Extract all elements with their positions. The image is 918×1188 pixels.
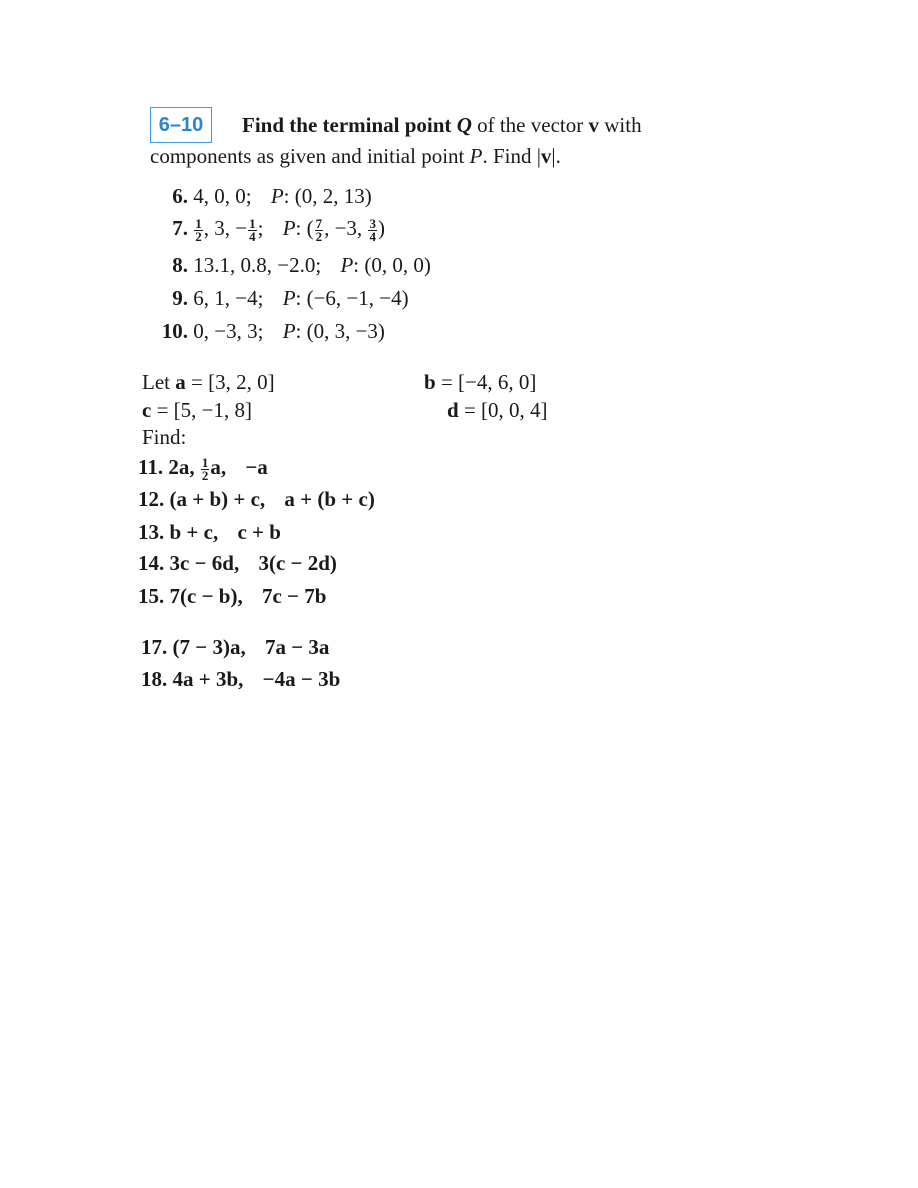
components: 6, 1, −4; xyxy=(193,286,264,310)
instruction-bold: Find the terminal point xyxy=(242,113,452,137)
expr-2: 7c − 7b xyxy=(261,584,327,608)
expr-2: −4a − 3b xyxy=(262,667,341,691)
problem-10 xyxy=(160,319,385,344)
numerator: 1 xyxy=(195,215,202,231)
problem-number: 8. xyxy=(172,253,188,277)
problem-8 xyxy=(160,253,431,278)
numerator: 7 xyxy=(315,215,323,231)
problem-14 xyxy=(138,551,337,576)
problem-number: 10. xyxy=(161,319,188,343)
symbol-p: P xyxy=(340,253,354,277)
symbol-v-2: v xyxy=(540,144,552,168)
vector-d-value: = [0, 0, 4] xyxy=(463,398,548,422)
problem-12 xyxy=(138,487,375,512)
point-open: : ( xyxy=(295,216,314,240)
symbol-p: P xyxy=(469,144,483,168)
denominator: 4 xyxy=(249,228,256,244)
instruction-find: . Find | xyxy=(482,144,541,168)
vector-c-def xyxy=(142,398,252,423)
vector-a-name: a xyxy=(175,370,186,394)
symbol-p: P xyxy=(270,184,284,208)
fraction xyxy=(248,215,257,244)
problem-17 xyxy=(141,635,329,660)
symbol-v: v xyxy=(588,113,599,137)
instruction-line-2 xyxy=(150,144,561,169)
problem-number: 11. xyxy=(138,455,164,479)
instruction-with: with xyxy=(604,113,642,137)
instruction-text-2: components as given and initial point xyxy=(150,144,465,168)
components: 0, −3, 3; xyxy=(193,319,264,343)
problem-number: 15. xyxy=(138,584,165,608)
denominator: 2 xyxy=(201,467,209,483)
problem-9 xyxy=(160,286,409,311)
initial-point: : (0, 0, 0) xyxy=(353,253,431,277)
find-label: Find: xyxy=(142,425,187,449)
initial-point: : (−6, −1, −4) xyxy=(295,286,409,310)
let-text: Let xyxy=(142,370,170,394)
expr-2: 7a − 3a xyxy=(264,635,330,659)
denominator: 4 xyxy=(369,228,376,244)
problem-11 xyxy=(138,455,268,482)
expr-2: a + (b + c) xyxy=(284,487,375,511)
components-mid: , 3, − xyxy=(203,216,248,240)
fraction xyxy=(201,454,210,483)
symbol-p: P xyxy=(282,286,296,310)
denominator: 2 xyxy=(195,228,202,244)
problem-number: 12. xyxy=(138,487,165,511)
symbol-p: P xyxy=(282,216,296,240)
expr-2: 3(c − 2d) xyxy=(258,551,337,575)
expr-1: b + c, xyxy=(169,520,219,544)
vector-a-value: = [3, 2, 0] xyxy=(190,370,275,394)
point-close: ) xyxy=(377,216,385,240)
initial-point: : (0, 3, −3) xyxy=(295,319,385,343)
problem-number: 17. xyxy=(141,635,168,659)
vector-a-def xyxy=(142,370,275,395)
problem-number: 6. xyxy=(172,184,188,208)
expr-1: 2a, xyxy=(168,455,195,479)
problem-number: 9. xyxy=(172,286,188,310)
numerator: 3 xyxy=(369,215,376,231)
expr-1: (7 − 3)a, xyxy=(172,635,246,659)
expr-1: 4a + 3b, xyxy=(172,667,244,691)
components: 13.1, 0.8, −2.0; xyxy=(193,253,322,277)
vector-b-value: = [−4, 6, 0] xyxy=(440,370,537,394)
instruction-text: of the vector xyxy=(477,113,584,137)
vector-c-name: c xyxy=(142,398,152,422)
symbol-q: Q xyxy=(456,113,472,137)
problem-13 xyxy=(138,520,281,545)
numerator: 1 xyxy=(201,454,209,470)
fraction xyxy=(315,215,324,244)
problem-number: 18. xyxy=(141,667,168,691)
expr-3: −a xyxy=(245,455,268,479)
problem-15 xyxy=(138,584,326,609)
problem-18 xyxy=(141,667,340,692)
expr-2: c + b xyxy=(237,520,281,544)
expr-1: 7(c − b), xyxy=(169,584,243,608)
instruction-line-1 xyxy=(242,113,642,138)
vector-b-name: b xyxy=(424,370,436,394)
expr-1: (a + b) + c, xyxy=(169,487,266,511)
problem-range-label: 6–10 xyxy=(150,107,212,143)
vector-d-def xyxy=(447,398,548,423)
fraction xyxy=(368,215,377,244)
instruction-end: |. xyxy=(551,144,561,168)
expr-2: a, xyxy=(210,455,227,479)
vector-d-name: d xyxy=(447,398,459,422)
problem-number: 14. xyxy=(138,551,165,575)
point-mid: , −3, xyxy=(324,216,368,240)
problem-number: 7. xyxy=(172,216,188,240)
problem-6 xyxy=(160,184,372,209)
components-end: ; xyxy=(257,216,264,240)
vector-c-value: = [5, −1, 8] xyxy=(156,398,253,422)
symbol-p: P xyxy=(282,319,296,343)
vector-b-def xyxy=(424,370,536,395)
numerator: 1 xyxy=(249,215,256,231)
problem-7 xyxy=(160,216,385,243)
components: 4, 0, 0; xyxy=(193,184,252,208)
denominator: 2 xyxy=(315,228,323,244)
fraction xyxy=(194,215,203,244)
initial-point: : (0, 2, 13) xyxy=(283,184,372,208)
problem-number: 13. xyxy=(138,520,165,544)
expr-1: 3c − 6d, xyxy=(169,551,240,575)
